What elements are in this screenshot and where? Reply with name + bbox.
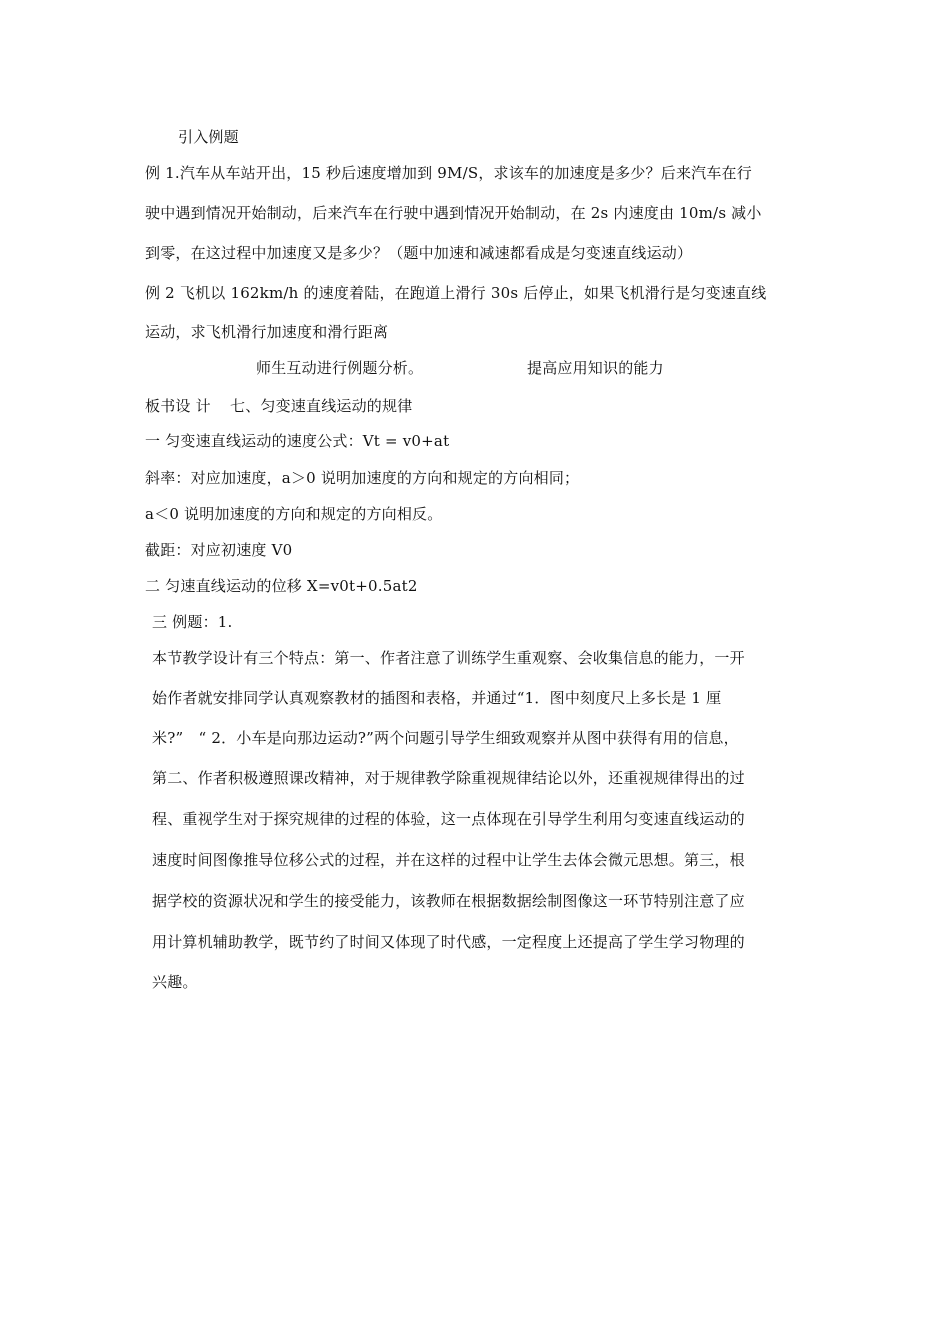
reflection-line-1: 本节教学设计有三个特点：第一、作者注意了训练学生重观察、会收集信息的能力，一开 — [152, 649, 745, 667]
reflection-line-5: 程、重视学生对于探究规律的过程的体验，这一点体现在引导学生利用匀变速直线运动的 — [152, 810, 745, 828]
example-2-line-1: 例 2 飞机以 162km/h 的速度着陆，在跑道上滑行 30s 后停止，如果飞机滑行是匀变速直线 — [145, 284, 767, 302]
board-item-displacement: 二 匀速直线运动的位移 X=v0t+0.5at2 — [145, 577, 418, 595]
activity-goal: 提高应用知识的能力 — [527, 359, 664, 377]
activity-teacher-student: 师生互动进行例题分析。 — [256, 359, 424, 377]
board-item-intercept: 截距：对应初速度 V0 — [145, 541, 293, 559]
board-label: 板书设 计 — [145, 397, 211, 415]
example-2-line-2: 运动，求飞机滑行加速度和滑行距离 — [145, 323, 389, 341]
board-item-slope-negative: a＜0 说明加速度的方向和规定的方向相反。 — [145, 505, 443, 523]
reflection-line-2: 始作者就安排同学认真观察教材的插图和表格，并通过“1．图中刻度尺上多长是 1 厘 — [152, 689, 722, 707]
example-1-line-3: 到零，在这过程中加速度又是多少？（题中加速和减速都看成是匀变速直线运动） — [145, 244, 693, 262]
reflection-line-4: 第二、作者积极遵照课改精神，对于规律教学除重视规律结论以外，还重视规律得出的过 — [152, 769, 745, 787]
board-item-velocity-formula: 一 匀变速直线运动的速度公式：Vt = v0+at — [145, 432, 450, 450]
reflection-line-7: 据学校的资源状况和学生的接受能力，该教师在根据数据绘制图像这一环节特别注意了应 — [152, 892, 745, 910]
board-item-examples: 三 例题：1. — [152, 613, 233, 631]
reflection-line-6: 速度时间图像推导位移公式的过程，并在这样的过程中让学生去体会微元思想。第三，根 — [152, 851, 745, 869]
reflection-line-8: 用计算机辅助教学，既节约了时间又体现了时代感，一定程度上还提高了学生学习物理的 — [152, 933, 745, 951]
reflection-line-9: 兴趣。 — [152, 973, 198, 991]
example-1-line-1: 例 1.汽车从车站开出，15 秒后速度增加到 9M/S，求该车的加速度是多少？后来汽车在行 — [145, 164, 752, 182]
board-item-slope: 斜率：对应加速度，a＞0 说明加速度的方向和规定的方向相同； — [145, 469, 580, 487]
reflection-line-3: 米?” “ 2．小车是向那边运动?”两个问题引导学生细致观察并从图中获得有用的信息， — [152, 729, 739, 747]
board-title: 七、匀变速直线运动的规律 — [230, 397, 413, 415]
example-1-line-2: 驶中遇到情况开始制动，后来汽车在行驶中遇到情况开始制动，在 2s 内速度由 10m/s 减小 — [145, 204, 762, 222]
intro-heading: 引入例题 — [178, 128, 239, 146]
